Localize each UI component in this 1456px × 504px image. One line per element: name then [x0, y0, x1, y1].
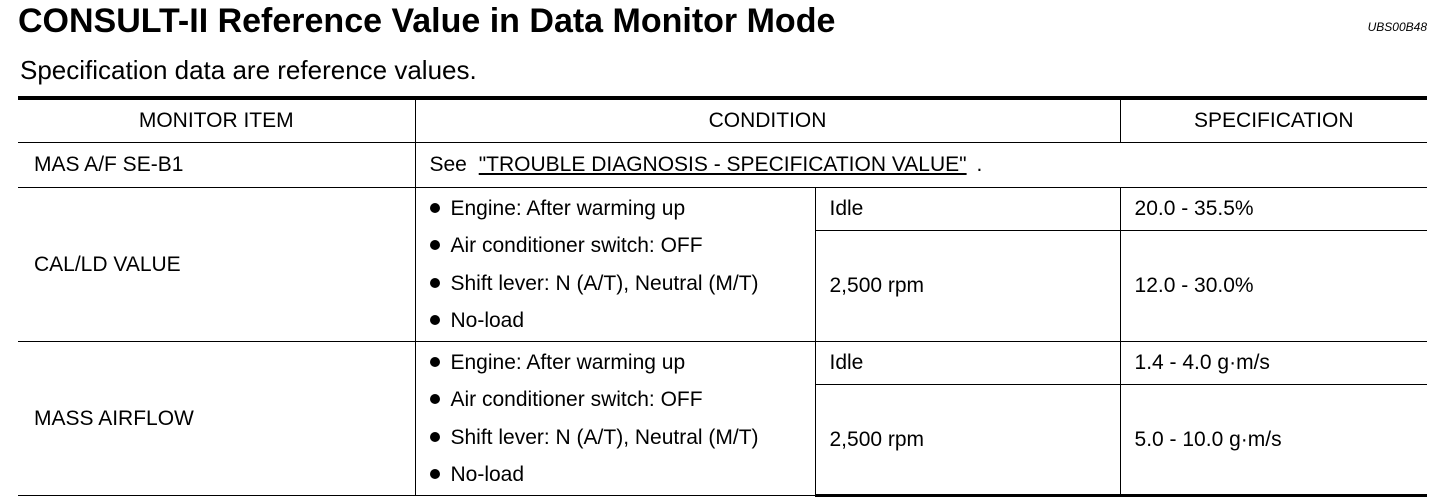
document-code: UBS00B48 — [1367, 20, 1427, 34]
list-item: Engine: After warming up — [430, 344, 815, 382]
bullet-icon — [430, 203, 440, 213]
bullet-icon — [430, 469, 440, 479]
list-item: Engine: After warming up — [430, 190, 815, 228]
column-header-monitor-item: MONITOR ITEM — [18, 98, 415, 143]
list-item: No-load — [430, 456, 815, 494]
bullet-icon — [430, 315, 440, 325]
table-header-row — [18, 98, 1427, 143]
see-text: See — [429, 153, 467, 176]
trouble-diagnosis-link[interactable]: "TROUBLE DIAGNOSIS - SPECIFICATION VALUE" — [478, 153, 967, 176]
bullet-icon — [430, 394, 440, 404]
condition-list — [415, 188, 815, 342]
monitor-item-cell: CAL/LD VALUE — [18, 188, 415, 342]
table-row — [18, 342, 1427, 385]
specification-cell: 1.4 - 4.0 g·m/s — [1120, 342, 1427, 385]
condition-cell — [415, 143, 1427, 188]
list-item: Air conditioner switch: OFF — [430, 381, 815, 419]
reference-value-table — [18, 96, 1427, 497]
bullet-icon — [430, 357, 440, 367]
sub-condition-cell: Idle — [815, 188, 1120, 231]
sub-condition-cell: 2,500 rpm — [815, 385, 1120, 496]
list-item: Shift lever: N (A/T), Neutral (M/T) — [430, 419, 815, 457]
table-row — [18, 143, 1427, 188]
page-title: CONSULT-II Reference Value in Data Monitor Mode — [18, 2, 836, 40]
specification-cell: 5.0 - 10.0 g·m/s — [1120, 385, 1427, 496]
list-item: Shift lever: N (A/T), Neutral (M/T) — [430, 265, 815, 303]
bullet-icon — [430, 240, 440, 250]
column-header-condition: CONDITION — [415, 98, 1120, 143]
condition-list — [415, 342, 815, 496]
specification-cell: 12.0 - 30.0% — [1120, 231, 1427, 342]
column-header-specification: SPECIFICATION — [1120, 98, 1427, 143]
list-item: No-load — [430, 302, 815, 340]
bullet-icon — [430, 432, 440, 442]
monitor-item-cell: MAS A/F SE-B1 — [18, 143, 415, 188]
specification-cell: 20.0 - 35.5% — [1120, 188, 1427, 231]
sub-condition-cell: 2,500 rpm — [815, 231, 1120, 342]
period-text: . — [976, 153, 983, 176]
list-item: Air conditioner switch: OFF — [430, 227, 815, 265]
sub-condition-cell: Idle — [815, 342, 1120, 385]
bullet-icon — [430, 278, 440, 288]
monitor-item-cell: MASS AIRFLOW — [18, 342, 415, 496]
table-row — [18, 188, 1427, 231]
page-subtitle: Specification data are reference values. — [20, 55, 477, 85]
